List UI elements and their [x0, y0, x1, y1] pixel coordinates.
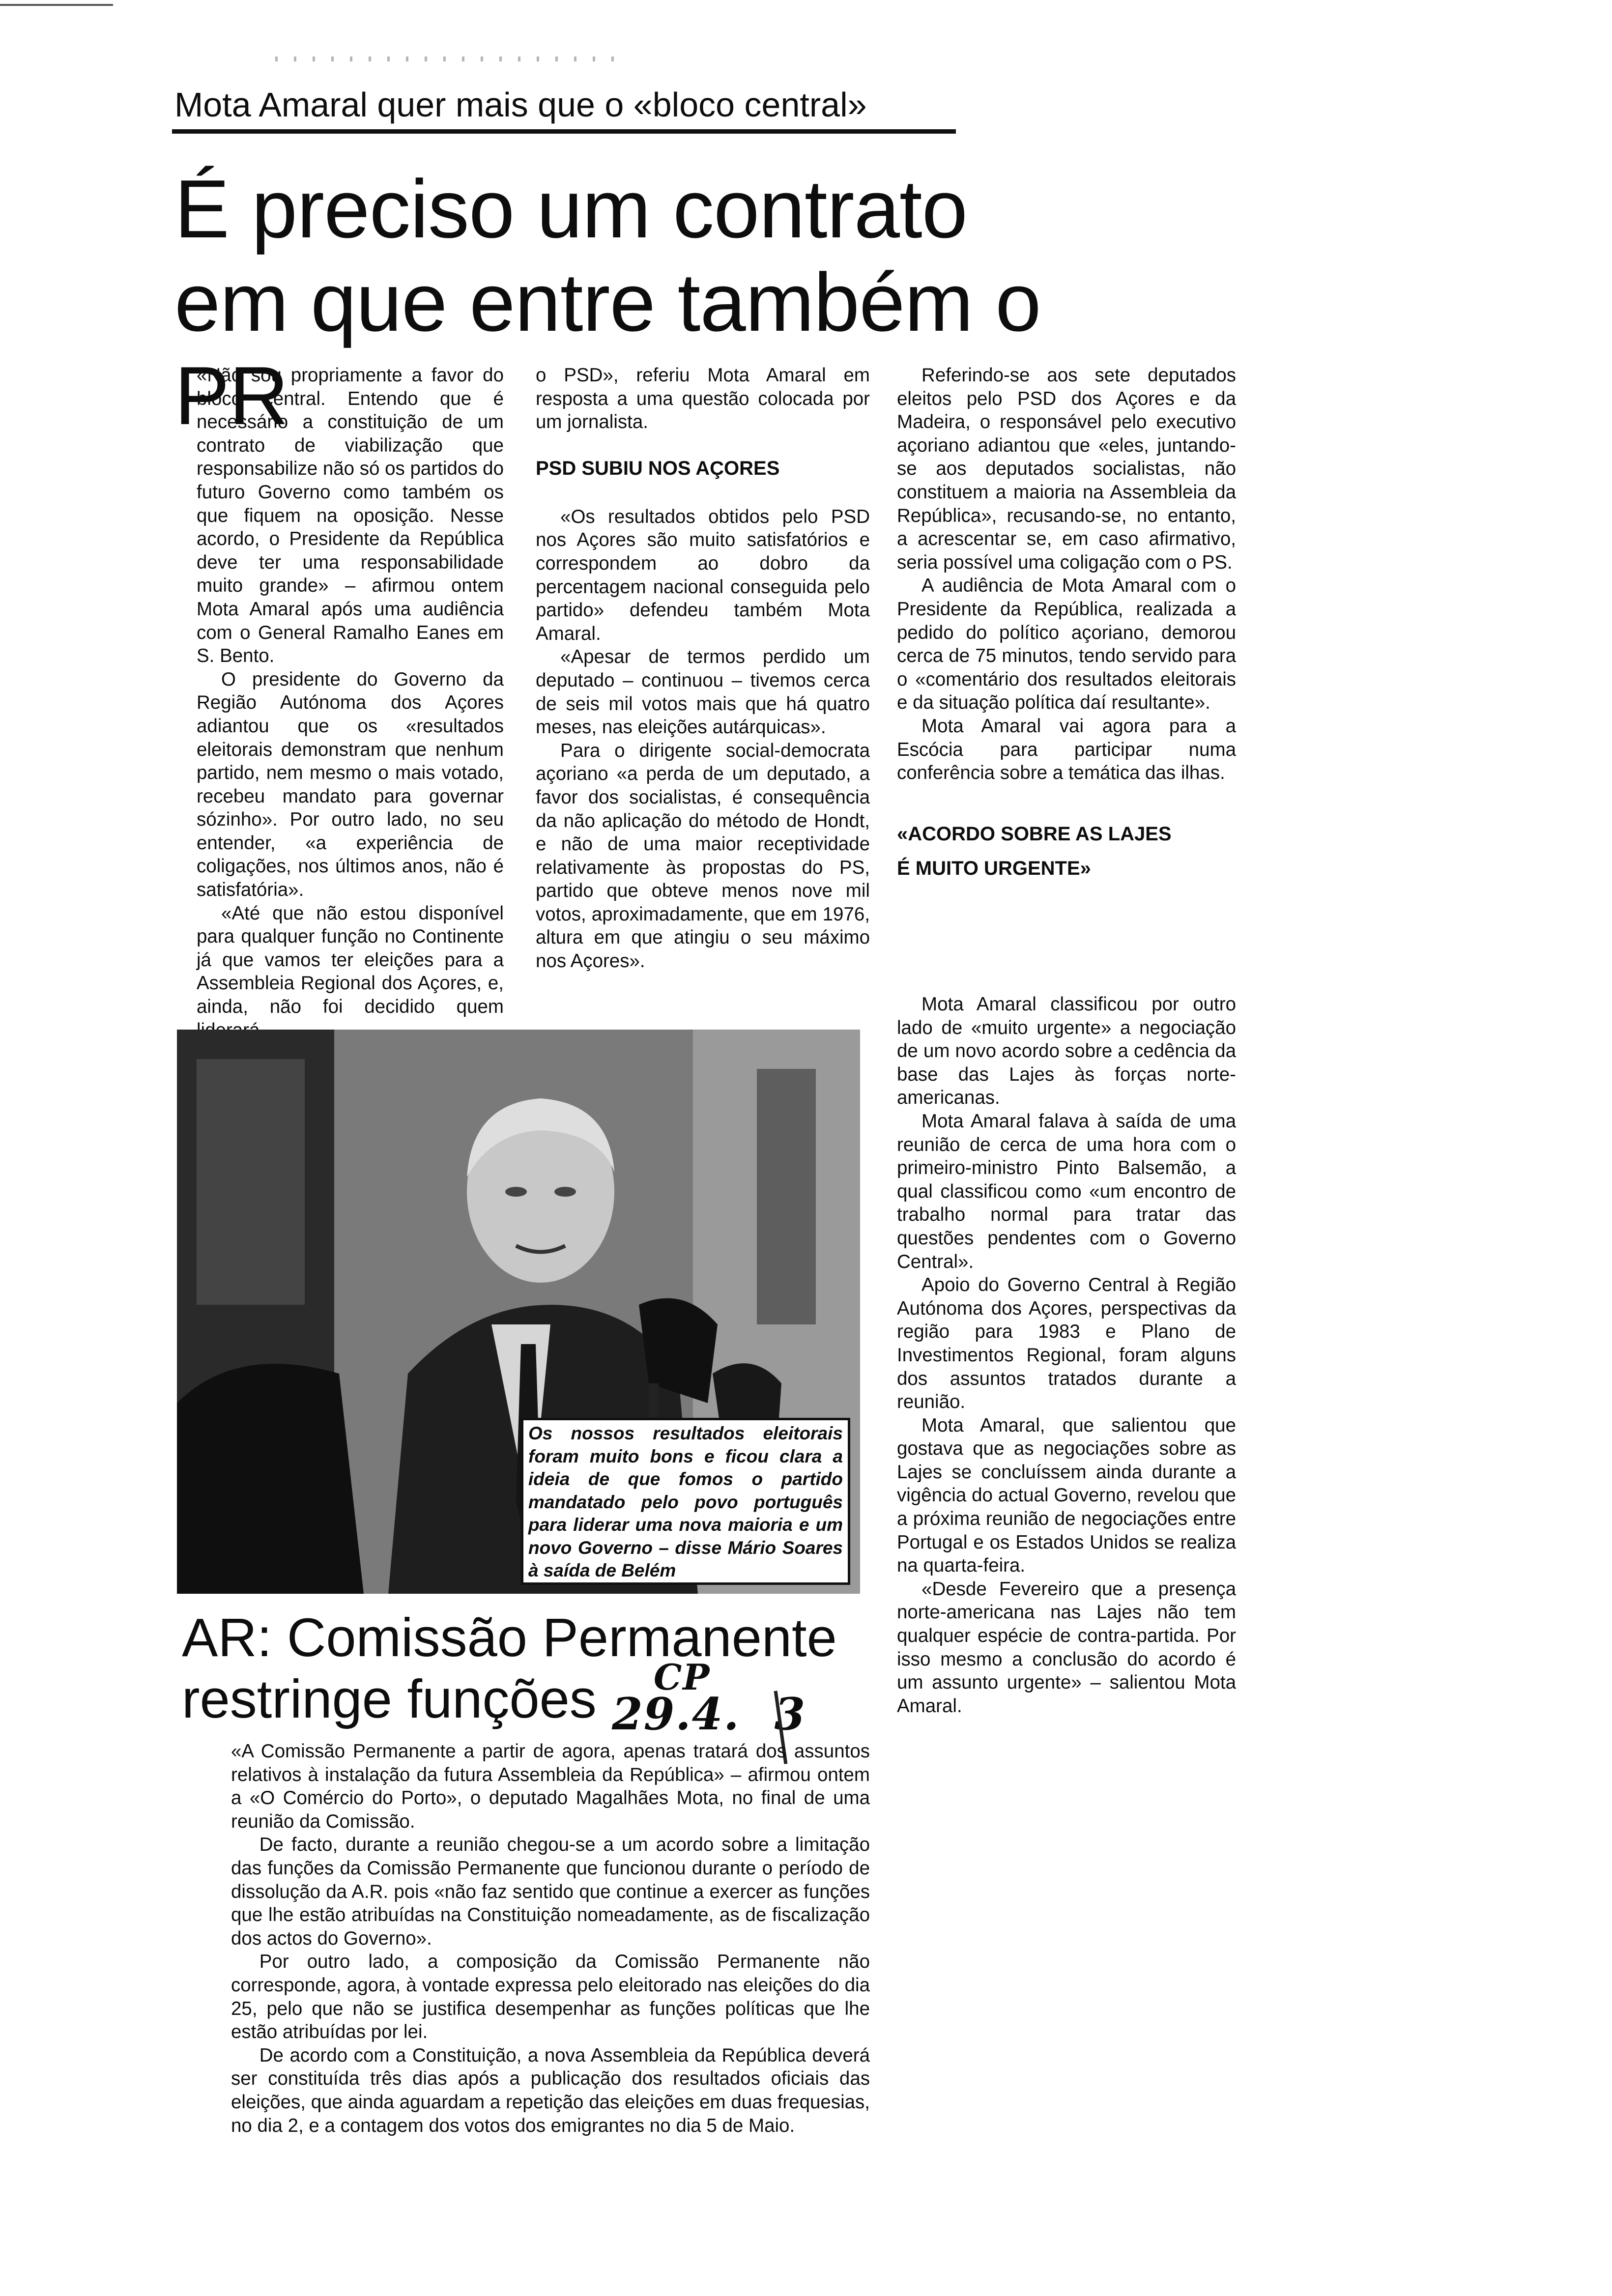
handwritten-date-part: 3: [774, 1688, 806, 1740]
article-column-1: [197, 364, 504, 1042]
paragraph: Mota Amaral falava à saída de uma reunião de cerca de uma hora com o primeiro-ministro Pinto Balsemão, a qual classificou como «um encontro de trabalho normal para tratar das questões pendentes com o Governo Central».: [897, 1110, 1236, 1272]
paragraph: Apoio do Governo Central à Região Autónoma dos Açores, perspectivas da região para 1983 e Plano de Investimentos Regional, foram alguns dos assuntos tratados durante a reunião.: [897, 1274, 1236, 1413]
paragraph: Mota Amaral classificou por outro lado de «muito urgente» a negociação de um novo acordo sobre a cedência da base das Lajes às forças norte-americanas.: [897, 994, 1236, 1109]
paragraph: Mota Amaral, que salientou que gostava que as negociações sobre as Lajes se concluíssem ainda durante a vigência do actual Governo, revelou que a próxima reunião de negociações entre Portugal e os Estados Unidos se realiza na quarta-feira.: [897, 1414, 1236, 1577]
article-column-2: [536, 364, 870, 973]
article-column-3: [897, 364, 1236, 883]
headline-line-2: em que entre também o PR: [174, 256, 1041, 442]
subheading: É MUITO URGENTE»: [897, 857, 1091, 879]
paragraph: O presidente do Governo da Região Autónoma dos Açores adiantou que os «resultados eleitorais demonstram que nenhum partido, nem mesmo o mais votado, recebeu mandato para governar sózinho». Por outro lado, no seu entender, «a experiência de coligações, nos últimos anos, não é satisfatória».: [197, 668, 504, 901]
subheading: PSD SUBIU NOS AÇORES: [536, 457, 780, 479]
handwritten-date-part: 29.4.: [612, 1688, 740, 1740]
headline-line-1: É preciso um contrato: [174, 163, 968, 255]
paragraph: «Não sou propriamente a favor do bloco central. Entendo que é necessário a constituição de um contrato de viabilização que responsabilize não só os partidos do futuro Governo como também os que fiquem na oposição. Nesse acordo, o Presidente da República deve ter uma responsabilidade muito grande» – afirmou ontem Mota Amaral após uma audiência com o General Ramalho Eanes em S. Bento.: [197, 365, 504, 667]
article-2-headline-line-1: AR: Comissão Permanente: [182, 1607, 837, 1668]
paragraph: o PSD», referiu Mota Amaral em resposta a uma questão colocada por um jornalista.: [536, 365, 870, 433]
kicker: Mota Amaral quer mais que o «bloco central»: [174, 86, 867, 124]
paragraph: «Os resultados obtidos pelo PSD nos Açores são muito satisfatórios e correspondem ao dobro da percentagem nacional conseguida pelo partido» defendeu também Mota Amaral.: [536, 506, 870, 644]
paragraph: «Até que não estou disponível para qualquer função no Continente já que vamos ter eleições para a Assembleia Regional dos Açores, e, ainda, não foi decidido quem: [197, 902, 504, 1018]
paragraph: «A Comissão Permanente a partir de agora, apenas tratará dos assuntos relativos à instalação da futura Assembleia da República» – afirmou ontem a «O Comércio do Porto», o deputado Magalhães Mota, no final de uma reunião da Comissão.: [231, 1741, 870, 1832]
article-column-3-continued: [897, 993, 1236, 1718]
paragraph: Para o dirigente social-democrata açoriano «a perda de um deputado, a favor dos socialistas, é consequência da não aplicação do método de Hondt, e não de uma maior receptividade relativamente às propostas do PS, partido que obteve menos nove mil votos, aproximadamente, que em 1976, altura em que atingiu o seu máximo nos Açores».: [536, 740, 870, 972]
kicker-rule: [172, 129, 956, 134]
paragraph: Referindo-se aos sete deputados eleitos pelo PSD dos Açores e da Madeira, o responsável pelo executivo açoriano adiantou que «eles, juntando-se aos deputados socialistas, não constituem a maioria na Assembleia da República», recusando-se, no entanto, a acrescentar se, em caso afirmativo, seria possível uma coligação com o PS.: [897, 365, 1236, 573]
article-2-body: [231, 1740, 870, 2137]
paragraph: «Apesar de termos perdido um deputado – continuou – tivemos cerca de seis mil votos mais que há quatro meses, nas eleições autárquicas».: [536, 646, 870, 738]
photo-caption: Os nossos resultados eleitorais foram muito bons e ficou clara a ideia de que fomos o partido mandatado pelo povo português para liderar uma nova maioria e um novo Governo – disse Mário Soares à saída de Belém: [521, 1418, 850, 1585]
paragraph: «Desde Fevereiro que a presença norte-americana nas Lajes não tem qualquer espécie de contra-partida. Por isso mesmo a conclusão do acordo é um assunto urgente» – salientou Mota Amaral.: [897, 1578, 1236, 1717]
handwritten-note: CP: [654, 1656, 711, 1698]
paragraph: De facto, durante a reunião chegou-se a um acordo sobre a limitação das funções da Comissão Permanente que funcionou durante o período de dissolução da A.R. pois «não faz sentido que continue a exercer as funções que lhe estão atribuídas na Constituição nomeadamente, as de fiscalização dos actos do Governo».: [231, 1834, 870, 1949]
paragraph: Por outro lado, a composição da Comissão Permanente não corresponde, agora, à vontade expressa pelo eleitorado nas eleições do dia 25, pelo que não se justifica desempenhar as funções políticas que lhe estão atribuídas por lei.: [231, 1951, 870, 2043]
subheading: «ACORDO SOBRE AS LAJES: [897, 823, 1172, 845]
scan-artifact: [275, 57, 619, 61]
article-2-headline-line-2: restringe funções: [182, 1669, 597, 1729]
paragraph: A audiência de Mota Amaral com o Presidente da República, realizada a pedido do político açoriano, demorou cerca de 75 minutos, tendo servido para o «comentário dos resultados eleitorais e da situação política daí resultante».: [897, 575, 1236, 714]
scan-artifact: [0, 4, 113, 6]
paragraph: Mota Amaral vai agora para a Escócia para participar numa conferência sobre a temática das ilhas.: [897, 715, 1236, 784]
paragraph: De acordo com a Constituição, a nova Assembleia da República deverá ser constituída três dias após a publicação dos resultados oficiais das eleições, que ainda aguardam a repetição das eleições em duas frequesias, no dia 2, e a contagem dos votos dos emigrantes no dia 5 de Maio.: [231, 2044, 870, 2136]
